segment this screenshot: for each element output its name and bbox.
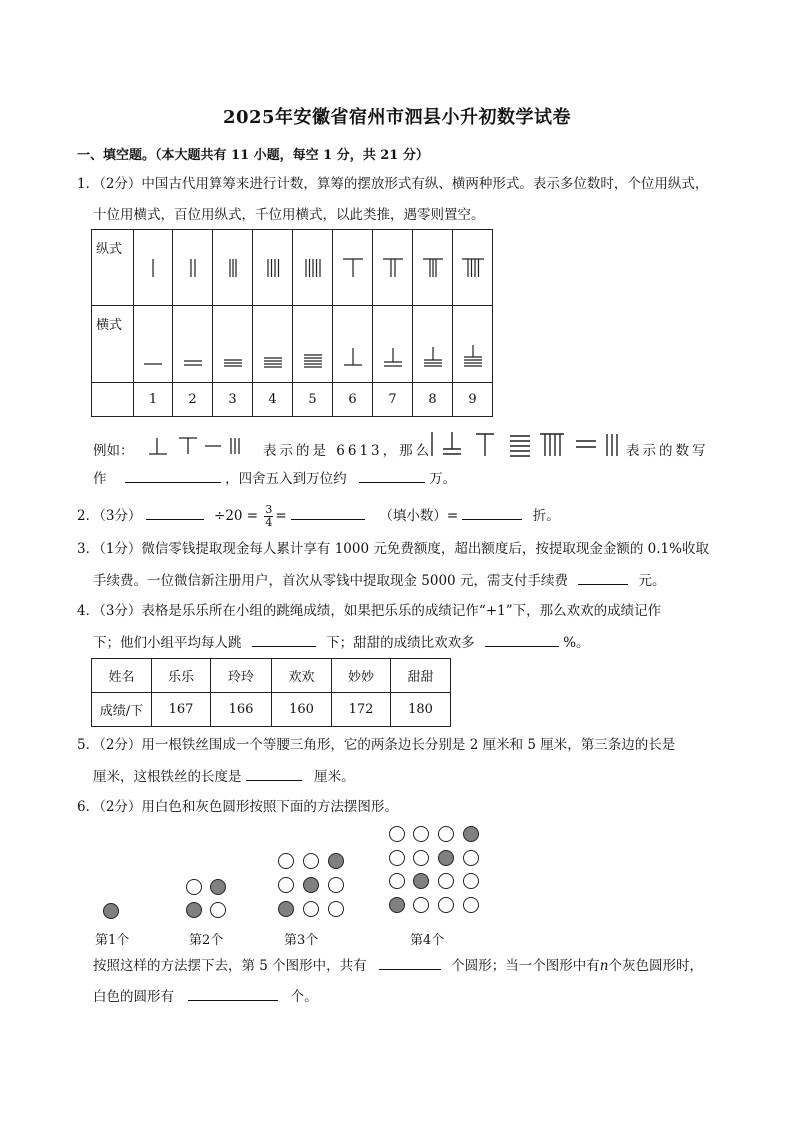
q1-example-prefix: 例如： [93,443,134,459]
white-circle [414,898,429,913]
q6-line3-a: 按照这样的方法摆下去，第 5 个图形中，共有 [93,958,367,974]
q2-div: ÷20 = [214,508,259,524]
page-title: 2025年安徽省宿州市泗县小升初数学试卷 [222,107,572,128]
gray-circle [439,851,454,866]
q3-line1: 3．（1分）微信零钱提取现金每人累计享有 1000 元免费额度，超出额度后，按提取现金金额的 0.1%收取 [77,541,709,557]
table-cell: 172 [332,693,391,727]
row-label-vertical: 纵式 [92,230,134,306]
white-circle [329,878,344,893]
digit-cell: 2 [173,383,213,417]
q4-line2-b: 下；甜甜的成绩比欢欢多 [326,635,475,651]
q3-line2-a: 手续费。一位微信新注册用户，首次从零钱中提取现金 5000 元，需支付手续费 [93,573,568,589]
q6-blank-white[interactable] [188,986,278,1001]
q2-eq: = [275,508,287,524]
q4-line2-a: 下；他们小组平均每人跳 [93,635,242,651]
table-header: 姓名 [92,659,152,693]
table-header: 玲玲 [211,659,272,693]
q5-line2-a: 厘米，这根铁丝的长度是 [93,769,242,785]
q6-line4-a: 白色的圆形有 [93,989,174,1005]
q1-example-suffix: 表示的数写 [626,443,709,459]
gray-circle [104,904,119,919]
digit-cell: 9 [453,383,493,417]
table-header: 欢欢 [272,659,332,693]
q6-line3 [93,955,703,976]
digit-cell: 6 [333,383,373,417]
table-cell: 160 [272,693,332,727]
gray-circle [304,878,319,893]
white-circle [390,827,405,842]
white-circle [329,902,344,917]
white-circle [304,902,319,917]
white-circle [414,827,429,842]
q1-line4-a: 作 [93,471,107,487]
q1-line1: 1．（2分）中国古代用算筹来进行计数，算筹的摆放形式有纵、横两种形式。表示多位数时，个位用纵式， [77,176,709,192]
gray-circle [414,874,429,889]
gray-circle [279,902,294,917]
table-cell: 166 [211,693,272,727]
q6-blank-total[interactable] [379,955,441,970]
white-circle [279,854,294,869]
section-heading: 一、填空题。（本大题共有 11 小题，每空 1 分，共 21 分） [77,148,429,163]
digit-cell: 7 [373,383,413,417]
white-circle [304,854,319,869]
figure-label: 第3个 [284,933,319,948]
q4-line1: 4．（3分）表格是乐乐所在小组的跳绳成绩，如果把乐乐的成绩记作“+1”下，那么欢欢的成绩记作 [77,603,662,619]
white-circle [464,851,479,866]
table-cell: 167 [152,693,211,727]
gray-circle [390,898,405,913]
white-circle [187,880,202,895]
gray-circle [211,880,226,895]
digit-cell: 5 [293,383,333,417]
white-circle [439,898,454,913]
q6-line3-b: 个圆形；当一个图形中有 [451,958,600,974]
q2-tail: 折。 [532,508,560,524]
figure-label: 第4个 [410,933,445,948]
white-circle [439,874,454,889]
q1-example-middle: 表示的是 6613，那么 [263,443,433,459]
white-circle [211,903,226,918]
q6-line4 [93,986,318,1007]
table-header: 甜甜 [391,659,451,693]
gray-circle [187,903,202,918]
white-circle [439,827,454,842]
row-label-horizontal: 横式 [92,306,134,383]
q1-line4-c: 万。 [429,471,457,487]
table-header: 乐乐 [152,659,211,693]
q5-line1: 5．（2分）用一根铁丝围成一个等腰三角形，它的两条边长分别是 2 厘米和 5 厘米，第三条边的长是 [77,737,676,753]
gray-circle [329,854,344,869]
q6-line3-c: 个灰色圆形时， [608,958,703,974]
table-cell: 成绩/下 [92,693,152,727]
white-circle [390,851,405,866]
figure-label: 第2个 [189,933,224,948]
q6-line1: 6．（2分）用白色和灰色圆形按照下面的方法摆图形。 [77,799,398,815]
q2-paren: （填小数）= [379,508,459,524]
digit-cell: 8 [413,383,453,417]
gray-circle [464,827,479,842]
q6-var-n: n [599,958,609,974]
q2-frac-den: 4 [265,516,273,529]
q2-prefix: 2．（3分） [77,508,142,524]
table-cell: 180 [391,693,451,727]
table-header: 妙妙 [332,659,391,693]
q4-line2-c: %。 [563,635,590,651]
digit-cell: 4 [253,383,293,417]
q1-line2: 十位用横式，百位用纵式，千位用横式，以此类推，遇零则置空。 [93,207,485,223]
q5-line2-b: 厘米。 [314,769,355,785]
white-circle [414,851,429,866]
white-circle [464,874,479,889]
figure-label: 第1个 [95,933,130,948]
digit-cell: 1 [134,383,173,417]
white-circle [279,878,294,893]
q2-frac-num: 3 [265,503,273,516]
white-circle [464,898,479,913]
q3-line2-b: 元。 [638,573,666,589]
q6-line4-b: 个。 [290,989,318,1005]
q1-line4-b: ，四舍五入到万位约 [225,471,347,487]
white-circle [390,874,405,889]
digit-cell: 3 [213,383,253,417]
